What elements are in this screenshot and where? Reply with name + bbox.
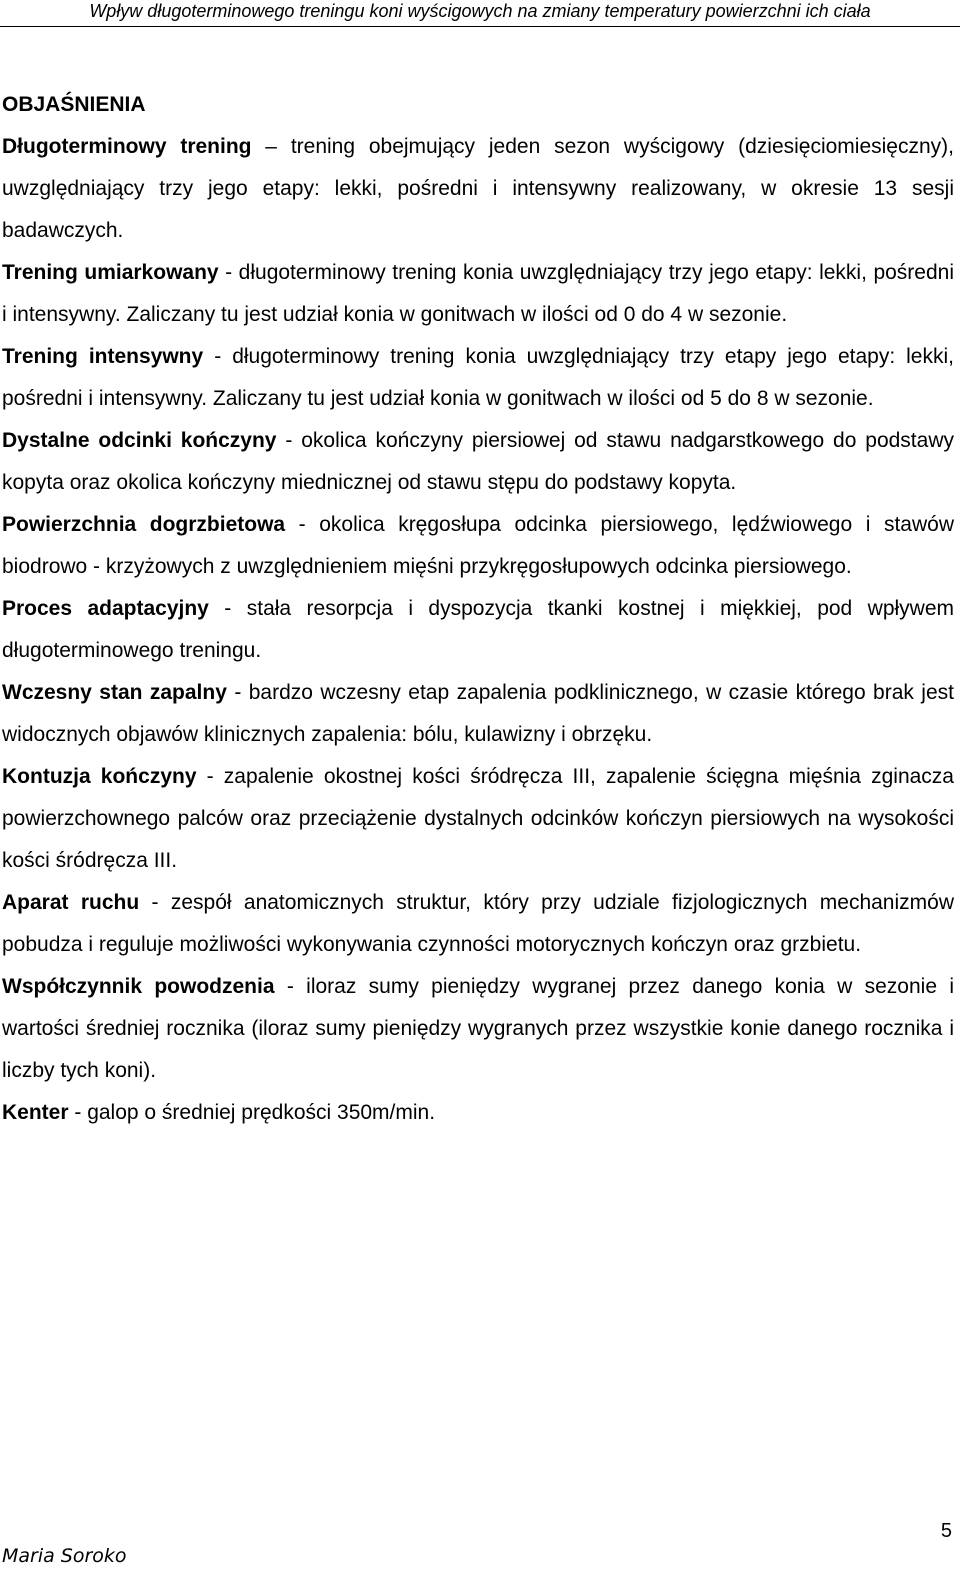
glossary-entry: [2, 252, 954, 336]
glossary-term: Proces adaptacyjny: [2, 597, 209, 620]
glossary-term: Współczynnik powodzenia: [2, 975, 275, 998]
section-title: OBJAŚNIENIA: [2, 93, 146, 116]
glossary-entry: [2, 420, 954, 504]
glossary-term: Kenter: [2, 1101, 69, 1124]
glossary-definition: galop o średniej prędkości 350m/min.: [87, 1101, 436, 1124]
footer-author: Maria Soroko: [2, 1545, 127, 1567]
glossary-entry: [2, 672, 954, 756]
running-header: Wpływ długoterminowego treningu koni wyścigowych na zmiany temperatury powierzchni ich ciała: [0, 0, 960, 27]
term-separator: -: [208, 597, 247, 620]
glossary-entry: [2, 588, 954, 672]
term-separator: -: [139, 891, 171, 914]
term-separator: -: [285, 513, 320, 536]
glossary-definition: stała resorpcja i dyspozycja tkanki kostnej i miękkiej, pod wpływem długoterminowego treningu.: [2, 597, 955, 662]
glossary-entries: [2, 126, 954, 1134]
glossary-term: Trening intensywny: [2, 345, 204, 368]
term-separator: –: [251, 135, 291, 158]
glossary-term: Kontuzja kończyny: [2, 765, 197, 788]
glossary-term: Powierzchnia dogrzbietowa: [2, 513, 286, 536]
glossary-term: Wczesny stan zapalny: [2, 681, 227, 704]
glossary-definition: zespół anatomicznych struktur, który przy udziale fizjologicznych mechanizmów pobudza i reguluje możliwości wykonywania czynności motorycznych kończyn oraz grzbietu.: [2, 891, 954, 956]
glossary-definition: okolica kończyny piersiowej od stawu nadgarstkowego do podstawy kopyta oraz okolica kończyny miednicznej od stawu stępu do podstawy kopyta.: [2, 429, 954, 494]
term-separator: -: [276, 429, 302, 452]
glossary-definition: trening obejmujący jeden sezon wyścigowy (dziesięciomiesięczny), uwzględniający trzy jego etapy: lekki, pośredni i intensywny realizowany, w okresie 13 sesji badawczych.: [2, 135, 954, 242]
glossary-entry: [2, 756, 954, 882]
glossary-entry: [2, 126, 954, 252]
glossary-definition: bardzo wczesny etap zapalenia podklinicznego, w czasie którego brak jest widocznych objawów klinicznych zapalenia: bólu, kulawizny i obrzęku.: [2, 681, 954, 746]
glossary-definition: długoterminowy trening konia uwzględniający trzy etapy jego etapy: lekki, pośredni i intensywny. Zaliczany tu jest udział konia w gonitwach w ilości od 5 do 8 w sezonie.: [2, 345, 954, 410]
glossary-term: Trening umiarkowany: [2, 261, 219, 284]
glossary-definition: iloraz sumy pieniędzy wygranej przez danego konia w sezonie i wartości średniej rocznika (iloraz sumy pieniędzy wygranych przez wszystkie konie danego rocznika i liczby tych koni).: [2, 975, 954, 1082]
page-number: 5: [940, 1520, 952, 1542]
glossary-entry: [2, 1092, 954, 1134]
glossary-term: Długoterminowy trening: [2, 135, 252, 158]
term-separator: -: [218, 261, 239, 284]
glossary-definition: długoterminowy trening konia uwzględniający trzy jego etapy: lekki, pośredni i intensywny. Zaliczany tu jest udział konia w gonitwach w ilości od 0 do 4 w sezonie.: [2, 261, 954, 326]
glossary-entry: [2, 336, 954, 420]
glossary-term: Dystalne odcinki kończyny: [2, 429, 277, 452]
glossary-entry: [2, 504, 954, 588]
term-separator: -: [196, 765, 224, 788]
glossary-term: Aparat ruchu: [2, 891, 140, 914]
glossary-definition: zapalenie okostnej kości śródręcza III, zapalenie ścięgna mięśnia zginacza powierzchownego palców oraz przeciążenie dystalnych odcinków kończyn piersiowych na wysokości kości śródręcza III.: [2, 765, 954, 872]
term-separator: -: [274, 975, 307, 998]
term-separator: -: [68, 1101, 88, 1124]
glossary-section: [2, 84, 954, 1134]
glossary-entry: [2, 882, 954, 966]
glossary-entry: [2, 966, 954, 1092]
glossary-definition: okolica kręgosłupa odcinka piersiowego, lędźwiowego i stawów biodrowo - krzyżowych z uwzględnieniem mięśni przykręgosłupowych odcinka piersiowego.: [2, 513, 954, 578]
term-separator: -: [203, 345, 233, 368]
term-separator: -: [226, 681, 249, 704]
